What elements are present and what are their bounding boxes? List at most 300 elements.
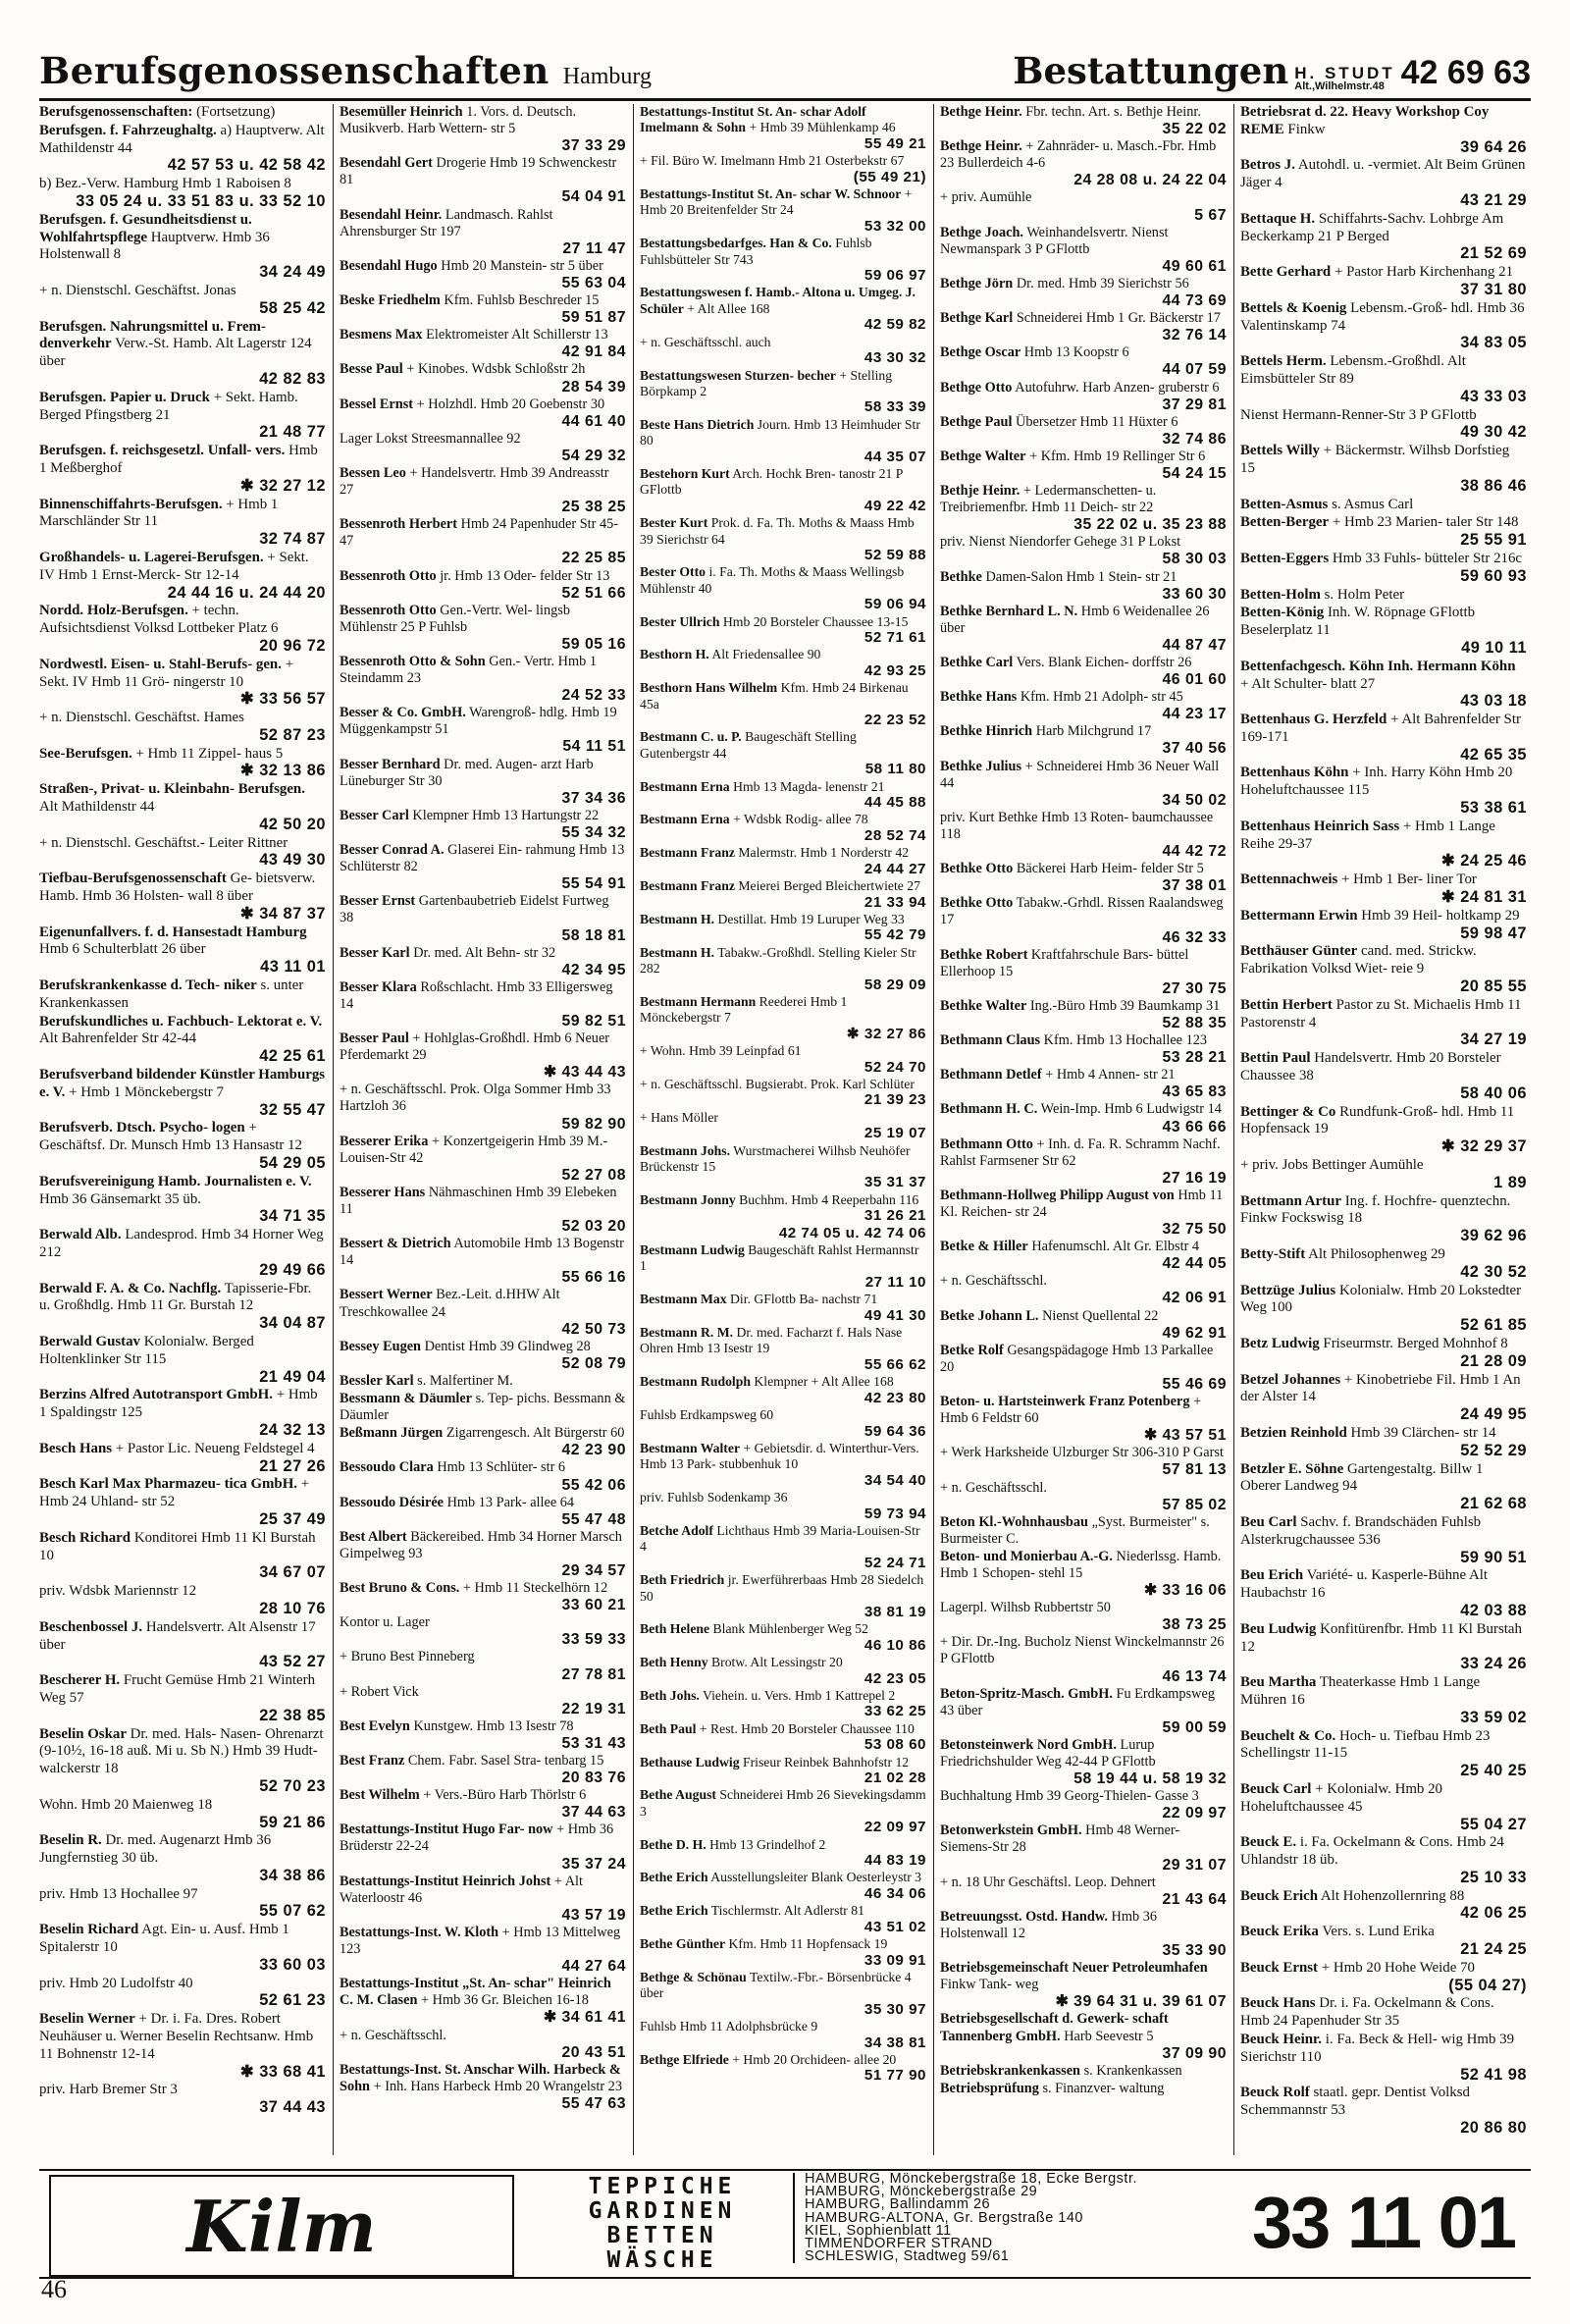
directory-entry (640, 994, 926, 1042)
entry-details: Landesprod. Hmb 34 Horner Weg 212 (39, 1227, 324, 1260)
advertisement-band (39, 2169, 1531, 2279)
directory-entry (940, 1875, 1227, 1908)
entry-details: + Wohn. Hmb 39 Leinpfad 61 (640, 1043, 802, 1059)
directory-entry (940, 1343, 1227, 1393)
entry-name: Besse Paul (340, 361, 403, 378)
entry-phone: 43 30 32 (864, 349, 926, 367)
entry-phone: ✱ 32 27 86 (846, 1025, 926, 1042)
entry-name: Bester Ullrich (640, 613, 720, 629)
entry-details: Harb Milchgrund 17 (1035, 723, 1152, 740)
entry-details: + Werk Harksheide Ulzburger Str 306-310 P Garst (940, 1445, 1224, 1461)
directory-entry (1240, 587, 1527, 605)
entry-details: priv. Hmb 20 Ludolfstr 40 (39, 1975, 193, 1991)
directory-entry (1240, 1834, 1527, 1886)
directory-entry (39, 319, 326, 389)
directory-entry (340, 1529, 626, 1579)
header-phone: 42 69 63 (1400, 54, 1531, 91)
entry-details: Finkw Tank- weg (940, 1977, 1039, 1993)
ad-address-line: SCHLESWIG, Stadtweg 59/61 (805, 2248, 1010, 2265)
entry-details: Ge- bietsverw. Hamb. Hmb 36 Holsten- wall 8 über (39, 871, 316, 905)
entry-phone: 44 42 72 (1162, 843, 1227, 861)
directory-entry (39, 443, 326, 495)
entry-phone: 42 06 25 (1460, 1904, 1527, 1923)
entry-phone: 46 34 06 (864, 1884, 926, 1902)
entry-name: Betzien Reinhold (1240, 1424, 1347, 1441)
directory-entry (39, 835, 326, 871)
entry-name: Bettenhaus Köhn (1240, 765, 1349, 781)
ad-ware-item: TEPPICHE (588, 2174, 737, 2199)
entry-name: Betriebsgesellschaft d. Gewerk- schaft Tannenberg GmbH. (940, 2011, 1169, 2044)
directory-entry (340, 1649, 626, 1682)
entry-name: Betzel Johannes (1240, 1371, 1341, 1388)
entry-phone: ✱ 34 87 37 (239, 904, 326, 923)
entry-phone: 37 34 36 (561, 789, 626, 807)
entry-details: Schiffahrts-Sachv. Lohbrge Am Beckerkamp 21 P Berged (1240, 210, 1504, 244)
directory-entry (39, 1976, 326, 2011)
entry-phone: 25 10 33 (1460, 1868, 1527, 1886)
directory-entry (340, 155, 626, 205)
entry-name: Bessen Leo (340, 464, 406, 481)
directory-entry (1240, 2032, 1527, 2084)
entry-phone: 57 85 02 (1162, 1496, 1227, 1513)
entry-name: Best Franz (340, 1753, 405, 1769)
entry-phone: ✱ 33 16 06 (1143, 1582, 1227, 1600)
entry-phone: 22 25 85 (561, 550, 626, 567)
entry-name: Besser Conrad A. (340, 842, 445, 859)
directory-entry (39, 176, 326, 211)
directory-entry (1240, 1050, 1527, 1102)
directory-entry (940, 1909, 1227, 1959)
entry-details: s. Malfertiner M. (417, 1372, 513, 1389)
entry-phone: 58 19 44 u. 58 19 32 (1073, 1770, 1227, 1788)
directory-entry (640, 1870, 926, 1902)
entry-details: Kolonialw. Berged Holtenklinker Str 115 (39, 1333, 254, 1367)
entry-details: Elektromeister Alt Schillerstr 13 (426, 327, 608, 343)
entry-phone: 58 11 80 (864, 761, 926, 778)
entry-name: Bestmann Hermann (640, 993, 757, 1009)
entry-name: Bester Kurt (640, 515, 708, 531)
entry-details: + Hmb 20 Orchideen- allee 20 (732, 2051, 897, 2067)
entry-details: + Hmb 20 Breitenfelder Str 24 (640, 186, 913, 218)
entry-name: Bestattungs-Inst. W. Kloth (340, 1924, 499, 1940)
directory-entry (39, 924, 326, 977)
entry-phone: 53 38 61 (1460, 799, 1527, 818)
directory-entry (940, 1822, 1227, 1873)
entry-name: Bestmann H. (640, 911, 715, 926)
entry-name: Berufsgen. f. Gesundheitsdienst u. Wohlfahrtspflege (39, 211, 252, 245)
entry-name: Bestmann Max (640, 1292, 727, 1307)
directory-entry (1240, 211, 1527, 263)
entry-phone: 34 24 49 (259, 263, 326, 282)
entry-details: s. Asmus Carl (1332, 496, 1414, 512)
entry-phone: 34 71 35 (259, 1207, 326, 1226)
directory-entry (640, 647, 926, 679)
directory-entry (1240, 514, 1527, 550)
entry-phone: 59 98 47 (1460, 924, 1527, 942)
entry-name: Bethke Julius (940, 758, 1022, 774)
header-ad (1294, 65, 1394, 92)
directory-entry (940, 655, 1227, 688)
directory-entry (640, 368, 926, 416)
directory-entry (39, 1387, 326, 1439)
entry-name: Beuck E. (1240, 1834, 1297, 1851)
directory-entry (1240, 1781, 1527, 1833)
entry-details: Hmb 1 Meßberghof (39, 443, 318, 476)
entry-phone: ✱ 32 29 37 (1440, 1137, 1527, 1156)
entry-phone: 52 88 35 (1162, 1014, 1227, 1031)
directory-entry (640, 1903, 926, 1935)
directory-entry (39, 1922, 326, 1974)
entry-phone: 38 73 25 (1162, 1616, 1227, 1634)
entry-details: Weinhandelsvertr. Nienst Newmanspark 3 P GFlottb (940, 224, 1169, 257)
ad-ware-item: WÄSCHE (606, 2247, 718, 2273)
directory-entry (340, 1287, 626, 1337)
entry-phone: 55 49 21 (864, 134, 926, 152)
entry-details: Kolonialw. Hmb 20 Lokstedter Weg 100 (1240, 1282, 1522, 1316)
entry-name: Besser Paul (340, 1030, 409, 1047)
entry-details: Hmb 6 Weidenallee 26 über (940, 603, 1210, 636)
directory-entry (940, 895, 1227, 945)
directory-entry (340, 893, 626, 943)
entry-details: Wohn. Hmb 20 Maienweg 18 (39, 1796, 213, 1813)
entry-phone: 21 33 94 (864, 893, 926, 911)
entry-name: Berufsgen. Papier u. Druck (39, 389, 210, 405)
directory-entry (340, 757, 626, 807)
entry-name: Bestattungs-Institut Heinrich Johst (340, 1873, 551, 1889)
entry-phone: 35 33 90 (1162, 1942, 1227, 1960)
entry-name: Bessler Karl (340, 1372, 414, 1389)
directory-entry (1240, 1157, 1527, 1192)
entry-phone: 20 85 55 (1460, 977, 1527, 996)
directory-entry (39, 1726, 326, 1796)
entry-name: Betonsteinwerk Nord GmbH. (940, 1736, 1117, 1753)
entry-details: Reederei Hmb 1 Mönckebergstr 7 (640, 993, 848, 1026)
entry-details: Handelsvertr. Hmb 20 Borsteler Chaussee 38 (1240, 1050, 1501, 1084)
entry-name: Bethge Elfriede (640, 2051, 729, 2067)
entry-phone: 22 09 97 (1162, 1805, 1227, 1822)
entry-details: priv. Nienst Niendorfer Gehege 31 P Lokst (940, 534, 1181, 551)
entry-phone: 43 51 02 (864, 1918, 926, 1935)
directory-entry (640, 912, 926, 944)
directory-entry (39, 710, 326, 745)
directory-entry (39, 1334, 326, 1386)
entry-name: Bestmann Ludwig (640, 1242, 745, 1258)
directory-entry (940, 689, 1227, 722)
entry-phone: 55 63 04 (561, 274, 626, 291)
entry-phone: 59 73 94 (864, 1505, 926, 1522)
entry-phone: ✱ 32 27 12 (239, 476, 326, 495)
directory-entry (940, 1737, 1227, 1787)
entry-details: Tischlermstr. Alt Adlerstr 81 (710, 1903, 864, 1919)
entry-details: + Handelsvertr. Hmb 39 Andreasstr 27 (340, 464, 609, 499)
directory-entry (340, 1236, 626, 1286)
entry-details: + Wdsbk Rodig- allee 78 (733, 812, 868, 827)
entry-details: Ing. f. Hochfre- quenztechn. Finkw Fockswisg 18 (1240, 1192, 1511, 1227)
entry-name: Beu Erich (1240, 1567, 1304, 1584)
entry-phone: 25 40 25 (1460, 1762, 1527, 1780)
entry-name: Bestmann R. M. (640, 1325, 734, 1341)
entry-details: Übersetzer Hmb 11 Hüxter 6 (1016, 413, 1178, 430)
entry-details: + n. Geschäftsschl. (940, 1479, 1047, 1496)
ad-address-list (793, 2173, 1246, 2263)
entry-details: + Alt Schulter- blatt 27 (1240, 675, 1376, 692)
entry-phone: 52 41 98 (1460, 2065, 1527, 2084)
entry-phone: 21 02 28 (864, 1769, 926, 1787)
entry-phone: 52 61 23 (259, 1991, 326, 2010)
entry-name: Beth Helene (640, 1621, 710, 1637)
directory-entry (1240, 1336, 1527, 1371)
entry-details: + Schneiderei Hmb 36 Neuer Wall 44 (940, 758, 1220, 791)
entry-details: + Inh. Hans Harbeck Hmb 20 Wrangelstr 23 (373, 2078, 622, 2094)
entry-phone: 34 83 05 (1460, 334, 1527, 352)
entry-details: Wurstmacherei Wilhsb Neuhöfer Brückenstr 15 (640, 1142, 911, 1174)
entry-name: Bessert Werner (340, 1287, 433, 1303)
entry-details: s. Finanzver- waltung (1042, 2080, 1165, 2096)
entry-details: Hmb 36 Holstenwall 12 (940, 1908, 1157, 1941)
entry-details: priv. Fuhlsb Sodenkamp 36 (640, 1490, 788, 1505)
entry-name: Betzler E. Söhne (1240, 1460, 1344, 1477)
entry-phone: 24 49 95 (1460, 1405, 1527, 1424)
entry-name: Beuck Heinr. (1240, 2032, 1323, 2048)
entry-phone: 37 44 63 (561, 1804, 626, 1822)
entry-details: + n. Dienstschl. Geschäftst.- Leiter Rittner (39, 834, 288, 851)
entry-name: Bestmann Rudolph (640, 1374, 751, 1390)
entry-name: Beuck Ernst (1240, 1959, 1319, 1976)
entry-details: + Hmb 4 Annen- str 21 (1045, 1067, 1176, 1083)
entry-details: + Inh. d. Fa. R. Schramm Nachf. Rahlst Farmsener Str 62 (940, 1136, 1221, 1169)
entry-details: Arch. Hochk Bren- tanostr 21 P GFlottb (640, 465, 903, 498)
entry-name: Bettin Paul (1240, 1050, 1311, 1067)
entry-details: Dr. med. Augenarzt Hmb 36 Jungfernstieg 30 üb. (39, 1832, 272, 1867)
ad-address-line: KIEL, Sophienblatt 11 (805, 2222, 952, 2239)
entry-phone: 49 41 30 (864, 1306, 926, 1324)
entry-details: Kfm. Hmb 21 Adolph- str 45 (1020, 689, 1183, 706)
ad-logo-box (49, 2175, 514, 2277)
entry-phone: 28 54 39 (561, 378, 626, 396)
entry-name: Besthorn H. (640, 647, 709, 662)
entry-phone: 53 28 21 (1162, 1049, 1227, 1067)
entry-name: Bethke Walter (940, 997, 1027, 1014)
page-header (39, 43, 1531, 101)
entry-phone: 46 32 33 (1162, 928, 1227, 946)
entry-name: Bettenhaus Heinrich Sass (1240, 818, 1400, 834)
entry-name: Bessenroth Otto (340, 602, 437, 618)
directory-entry (1240, 2085, 1527, 2137)
entry-name: Beuchelt & Co. (1240, 1727, 1336, 1744)
entry-phone: ✱ 39 64 31 u. 39 61 07 (1055, 1993, 1227, 2011)
entry-phone: 55 47 63 (561, 2094, 626, 2112)
entry-name: Bethe Erich (640, 1870, 708, 1885)
directory-entry (940, 810, 1227, 860)
entry-details: Fuhlsb Hmb 11 Adolphsbrücke 9 (640, 2019, 818, 2034)
entry-name: Bestmann H. (640, 944, 715, 960)
entry-phone: 22 09 97 (864, 1819, 926, 1836)
directory-entry (39, 1227, 326, 1279)
directory-entry (640, 104, 926, 152)
entry-details: b) Bez.-Verw. Hamburg Hmb 1 Raboisen 8 (39, 176, 291, 192)
header-ad-name: H. STUDT (1294, 64, 1395, 82)
directory-entry (640, 1655, 926, 1687)
directory-entry (940, 310, 1227, 343)
directory-entry (640, 1787, 926, 1835)
directory-column-2 (340, 104, 626, 2113)
entry-phone: 33 59 02 (1460, 1708, 1527, 1726)
directory-entry (640, 1621, 926, 1654)
entry-details: Hmb 20 Borsteler Chaussee 13-15 (722, 613, 909, 629)
entry-details: + Geschäftsf. Dr. Munsch Hmb 13 Hansastr 12 (39, 1120, 302, 1154)
directory-entry (1240, 1621, 1527, 1673)
directory-entry (640, 1407, 926, 1440)
entry-details: Klempner Hmb 13 Hartungstr 22 (412, 807, 600, 823)
entry-name: Bessel Ernst (340, 396, 414, 412)
entry-phone: 32 55 47 (259, 1100, 326, 1119)
entry-details: Meierei Berged Bleichertwiete 27 (738, 878, 920, 894)
entry-phone: 53 31 43 (561, 1734, 626, 1752)
directory-entry (340, 258, 626, 291)
entry-phone: 33 60 30 (1162, 585, 1227, 603)
directory-entry (340, 1614, 626, 1648)
entry-details: (Fortsetzung) (196, 104, 276, 120)
entry-details: + Hmb 39 Mühlenkamp 46 (749, 120, 896, 135)
entry-name: Berufsgen. Nahrungsmittel u. Frem- denverkehr (39, 318, 266, 352)
entry-details: Lebensm.-Groß- hdl. Hmb 36 Valentinskamp 74 (1240, 299, 1525, 334)
entry-details: + Hmb 13 Mittelweg 123 (340, 1924, 621, 1958)
entry-details: Hmb 6 Schulterblatt 26 über (39, 941, 206, 958)
entry-phone: 52 71 61 (864, 629, 926, 646)
directory-entry (340, 396, 626, 430)
ad-address-line: HAMBURG-ALTONA, Gr. Bergstraße 140 (805, 2209, 1083, 2226)
entry-details: Hauptverw. Hmb 36 Holstenwall 8 (39, 229, 270, 263)
directory-entry (39, 1583, 326, 1618)
entry-details: + Hmb 1 Marschländer Str 11 (39, 496, 279, 530)
entry-phone: 37 09 90 (1162, 2044, 1227, 2062)
entry-name: Besendahl Gert (340, 155, 433, 172)
entry-phone: 58 29 09 (864, 976, 926, 993)
directory-entry (340, 465, 626, 515)
entry-details: Viehein. u. Vers. Hmb 1 Kattrepel 2 (703, 1688, 896, 1703)
entry-name: Betros J. (1240, 157, 1295, 174)
entry-name: Bestmann Johs. (640, 1142, 731, 1158)
entry-phone: 54 04 91 (561, 188, 626, 206)
entry-phone: 35 30 97 (864, 2000, 926, 2018)
entry-details: s. unter Krankenkassen (39, 977, 304, 1011)
entry-name: Bethke Bernhard L. N. (940, 603, 1078, 619)
entry-name: Beu Carl (1240, 1513, 1297, 1530)
entry-name: Bettenfachgesch. Köhn Inh. Hermann Köhn (1240, 658, 1516, 674)
entry-phone: 57 81 13 (1162, 1461, 1227, 1479)
directory-entry (340, 842, 626, 892)
entry-phone: 46 10 86 (864, 1636, 926, 1654)
entry-name: Betten-Berger (1240, 514, 1330, 531)
entry-phone: 21 39 23 (864, 1091, 926, 1109)
entry-phone: 54 11 51 (562, 738, 626, 756)
directory-entry (340, 603, 626, 653)
directory-entry (340, 1822, 626, 1872)
entry-phone: 33 62 25 (864, 1703, 926, 1720)
entry-phone: 58 33 39 (864, 398, 926, 416)
entry-phone: 34 38 86 (259, 1866, 326, 1884)
entry-details: Hmb 48 Werner-Siemens-Str 28 (940, 1822, 1180, 1856)
entry-phone: 20 83 76 (561, 1769, 626, 1787)
entry-details: + priv. Aumühle (940, 189, 1032, 206)
entry-details: Warengroß- hdlg. Hmb 19 Müggenkampstr 51 (340, 705, 617, 738)
entry-phone: 25 19 07 (864, 1125, 926, 1142)
entry-details: + Pastor Harb Kirchenhang 21 (1334, 264, 1514, 281)
entry-details: + Bruno Best Pinneberg (340, 1649, 475, 1665)
entry-phone: 29 49 66 (259, 1260, 326, 1279)
entry-phone: 42 25 61 (259, 1047, 326, 1066)
directory-entry (940, 2063, 1227, 2080)
entry-name: Beselin Werner (39, 2011, 135, 2028)
directory-entry (640, 2019, 926, 2051)
directory-entry (39, 1441, 326, 1476)
entry-details: Theaterkasse Hmb 1 Lange Mühren 16 (1240, 1674, 1481, 1708)
entry-phone: 24 28 08 u. 24 22 04 (1073, 172, 1227, 189)
entry-phone: 44 35 07 (864, 448, 926, 465)
entry-name: Beu Ludwig (1240, 1620, 1317, 1637)
entry-name: Berwald Gustav (39, 1333, 140, 1349)
entry-phone: 42 74 05 u. 42 74 06 (778, 1224, 926, 1241)
entry-name: Bessenroth Herbert (340, 516, 458, 533)
entry-phone: ✱ 33 68 41 (239, 2062, 326, 2081)
entry-details: Hafenumschl. Alt Gr. Elbstr 4 (1031, 1239, 1200, 1255)
entry-details: + Holzhdl. Hmb 20 Goebenstr 30 (416, 396, 605, 412)
directory-entry (940, 1136, 1227, 1187)
entry-details: Malermstr. Hmb 1 Norderstr 42 (738, 845, 910, 861)
directory-entry (940, 1445, 1227, 1478)
entry-name: Beth Henny (640, 1655, 708, 1670)
directory-entry (1240, 551, 1527, 586)
entry-phone: 44 87 47 (1162, 636, 1227, 654)
entry-details: Hmb 20 Manstein- str 5 über (441, 257, 603, 274)
entry-phone: 58 40 06 (1460, 1083, 1527, 1102)
header-left (39, 49, 652, 92)
directory-entry (640, 1192, 926, 1225)
entry-name: Betriebsgemeinschaft Neuer Petroleumhafen (940, 1960, 1208, 1977)
directory-entry (940, 998, 1227, 1031)
entry-phone: 37 40 56 (1162, 740, 1227, 758)
entry-details: Gartengestaltg. Billw 1 Oberer Landweg 94 (1240, 1460, 1484, 1495)
entry-phone: 33 05 24 u. 33 51 83 u. 33 52 10 (76, 191, 326, 210)
directory-column-4 (940, 104, 1227, 2098)
entry-details: + Sekt. Hamb. Berged Pfingstberg 21 (39, 389, 298, 423)
directory-entry (640, 1490, 926, 1522)
directory-entry (940, 759, 1227, 809)
entry-name: Best Evelyn (340, 1717, 410, 1734)
entry-name: Betz Ludwig (1240, 1335, 1320, 1351)
directory-entry (640, 1721, 926, 1754)
entry-details: s. Holm Peter (1324, 586, 1405, 603)
entry-name: Beth Paul (640, 1720, 697, 1736)
entry-details: Alt Philosophenweg 29 (1308, 1246, 1445, 1262)
directory-entry (340, 104, 626, 154)
entry-details: s. Tep- pichs. Bessmann & Däumler (340, 1391, 626, 1424)
entry-phone: ✱ 24 25 46 (1440, 852, 1527, 871)
entry-name: Bestattungs-Institut Hugo Far- now (340, 1822, 553, 1838)
entry-details: Friseurmstr. Berged Mohnhof 8 (1323, 1335, 1508, 1351)
entry-name: Bethke Robert (940, 946, 1028, 963)
entry-details: + Hmb 6 Feldstr 60 (940, 1394, 1202, 1427)
entry-details: Tapisserie-Fbr. u. Großhdlg. Hmb 11 Gr. Burstah 12 (39, 1280, 312, 1314)
entry-phone: 21 62 68 (1460, 1495, 1527, 1513)
entry-details: Inh. W. Röpnage GFlottb Beselerplatz 11 (1240, 605, 1476, 639)
directory-entry (640, 845, 926, 877)
entry-details: + n. Geschäftsschl. (340, 2027, 446, 2043)
entry-name: Binnenschiffahrts-Berufsgen. (39, 496, 223, 512)
entry-details: Konditorei Hmb 11 Kl Burstah 10 (39, 1529, 316, 1563)
ad-address-line: HAMBURG, Mönckebergstraße 29 (805, 2184, 1038, 2200)
directory-entry (640, 1226, 926, 1241)
